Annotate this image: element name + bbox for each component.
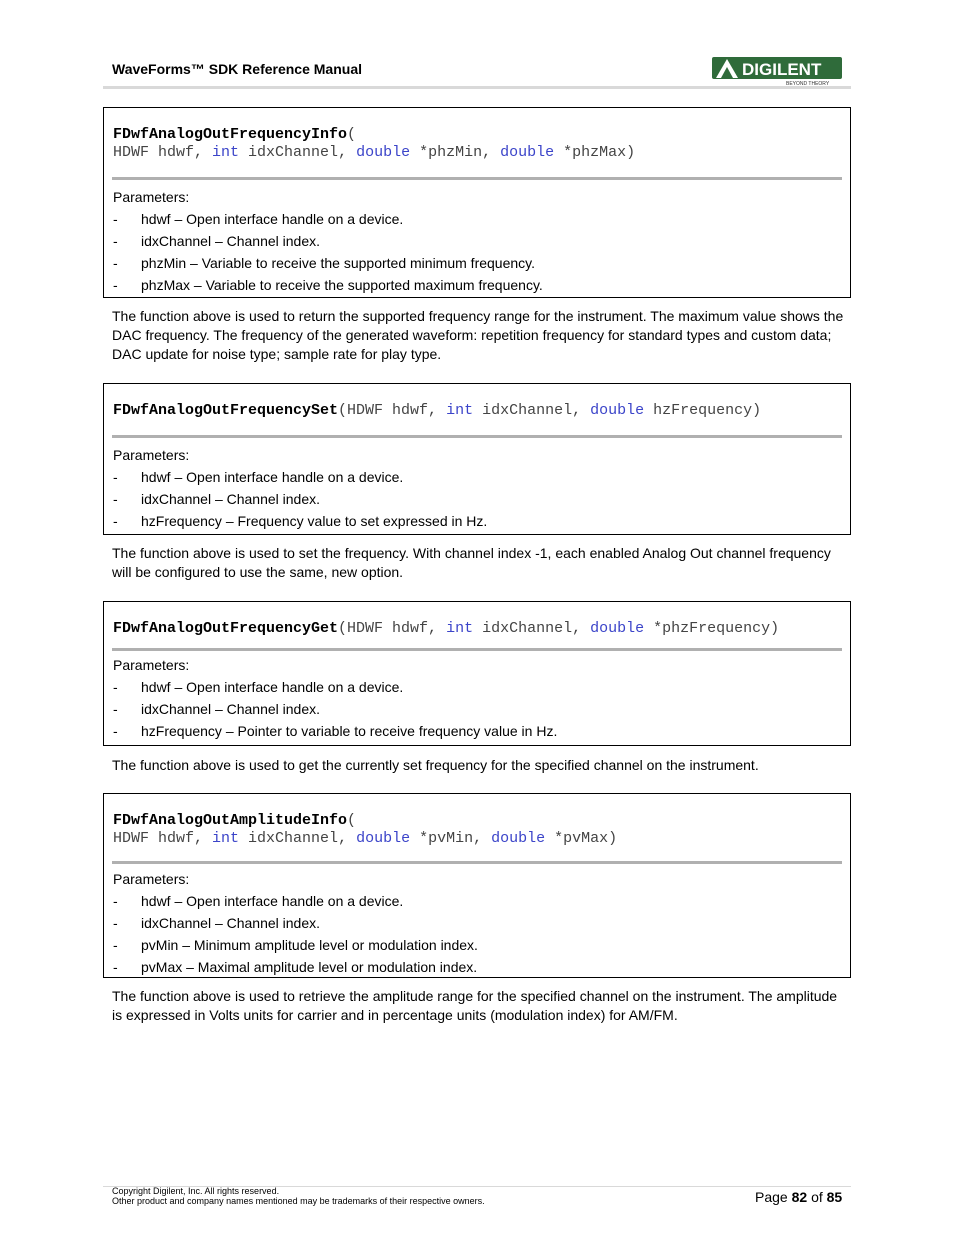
sig-text: HDWF hdwf, — [113, 830, 213, 847]
sig-text: idxChannel, — [473, 620, 591, 637]
sig-text: *phzFrequency) — [644, 620, 780, 637]
list-item: - pvMin – Minimum amplitude level or modulation index. — [113, 937, 478, 953]
sig-keyword: double — [356, 144, 411, 161]
parameter-list — [113, 186, 841, 296]
sig-text: idxChannel, — [239, 830, 357, 847]
list-item: - hdwf – Open interface handle on a device. — [113, 679, 404, 695]
sig-text: (HDWF hdwf, — [338, 402, 447, 419]
list-item: - hzFrequency – Pointer to variable to receive frequency value in Hz. — [113, 723, 558, 739]
document-title: WaveForms™ SDK Reference Manual — [112, 61, 362, 77]
sig-keyword: double — [590, 402, 645, 419]
description-paragraph: The function above is used to return the supported frequency range for the instrument. The maximum value shows the DAC frequency. The frequency of the generated waveform: repetition frequency for standard types and custom data; DAC update for noise type; sample rate for play type. — [112, 308, 844, 362]
list-item: - hdwf – Open interface handle on a device. — [113, 893, 404, 909]
parameter-list — [113, 654, 841, 742]
sig-text: idxChannel, — [239, 144, 357, 161]
digilent-logo — [712, 56, 842, 86]
list-item: - hzFrequency – Frequency value to set expressed in Hz. — [113, 513, 488, 529]
list-item: - hdwf – Open interface handle on a device. — [113, 469, 404, 485]
sig-keyword: double — [590, 620, 645, 637]
sig-keyword: int — [446, 620, 474, 637]
list-item: - idxChannel – Channel index. — [113, 233, 321, 249]
sig-keyword: int — [446, 402, 474, 419]
logo-wordmark: DIGILENT — [742, 60, 822, 79]
sig-text: HDWF hdwf, — [113, 144, 213, 161]
sig-keyword: int — [212, 144, 240, 161]
signature-divider — [112, 435, 842, 438]
sig-keyword: double — [356, 830, 411, 847]
function-box-frequency-set — [103, 383, 851, 535]
list-item: - hdwf – Open interface handle on a device. — [113, 211, 404, 227]
list-item: - idxChannel – Channel index. — [113, 701, 321, 717]
description-paragraph: The function above is used to get the currently set frequency for the specified channel on the instrument. — [112, 757, 759, 773]
list-item: - idxChannel – Channel index. — [113, 915, 321, 931]
function-name: FDwfAnalogOutFrequencySet — [113, 402, 339, 419]
sig-text: idxChannel, — [473, 402, 591, 419]
footer-legal — [112, 1186, 485, 1206]
function-box-amplitude-info — [103, 793, 851, 978]
list-item: - idxChannel – Channel index. — [113, 491, 321, 507]
sig-text: *phzMax) — [554, 144, 636, 161]
sig-keyword: double — [491, 830, 546, 847]
function-box-frequency-info — [103, 107, 851, 298]
list-item: - pvMax – Maximal amplitude level or modulation index. — [113, 959, 478, 975]
function-signature — [113, 812, 841, 848]
sig-text: hzFrequency) — [644, 402, 762, 419]
parameter-list — [113, 444, 841, 532]
signature-divider — [112, 177, 842, 180]
function-name: FDwfAnalogOutAmplitudeInfo — [113, 812, 348, 829]
sig-keyword: double — [500, 144, 555, 161]
trademark-text: Other product and company names mentioned may be trademarks of their respective owners. — [112, 1196, 485, 1206]
function-name: FDwfAnalogOutFrequencyGet — [113, 620, 339, 637]
open-paren: ( — [347, 126, 357, 143]
signature-divider — [112, 861, 842, 864]
list-item: - phzMin – Variable to receive the supported minimum frequency. — [113, 255, 536, 271]
page-number: Page 82 of 85 — [755, 1189, 843, 1205]
parameters-heading: Parameters: — [113, 189, 190, 205]
open-paren: ( — [347, 812, 357, 829]
sig-text: *pvMax) — [545, 830, 618, 847]
function-signature — [113, 126, 841, 162]
parameters-heading: Parameters: — [113, 657, 190, 673]
sig-text: *pvMin, — [410, 830, 492, 847]
copyright-text: Copyright Digilent, Inc. All rights reserved. — [112, 1186, 280, 1196]
parameters-heading: Parameters: — [113, 871, 190, 887]
list-item: - phzMax – Variable to receive the supported maximum frequency. — [113, 277, 543, 293]
description-paragraph: The function above is used to retrieve the amplitude range for the specified channel on the instrument. The amplitude is expressed in Volts units for carrier and in percentage units (modulation index) for AM/FM. — [112, 988, 838, 1023]
function-box-frequency-get — [103, 601, 851, 746]
description-paragraph: The function above is used to set the frequency. With channel index -1, each enabled Analog Out channel frequency will be configured to use the same, new option. — [112, 545, 831, 580]
function-signature — [113, 402, 841, 420]
parameter-list — [113, 868, 841, 978]
sig-keyword: int — [212, 830, 240, 847]
sig-text: (HDWF hdwf, — [338, 620, 447, 637]
header-divider — [103, 86, 851, 89]
function-name: FDwfAnalogOutFrequencyInfo — [113, 126, 348, 143]
sig-text: *phzMin, — [410, 144, 501, 161]
logo-tagline: BEYOND THEORY — [786, 81, 830, 86]
signature-divider — [112, 648, 842, 651]
parameters-heading: Parameters: — [113, 447, 190, 463]
function-signature — [113, 620, 841, 638]
